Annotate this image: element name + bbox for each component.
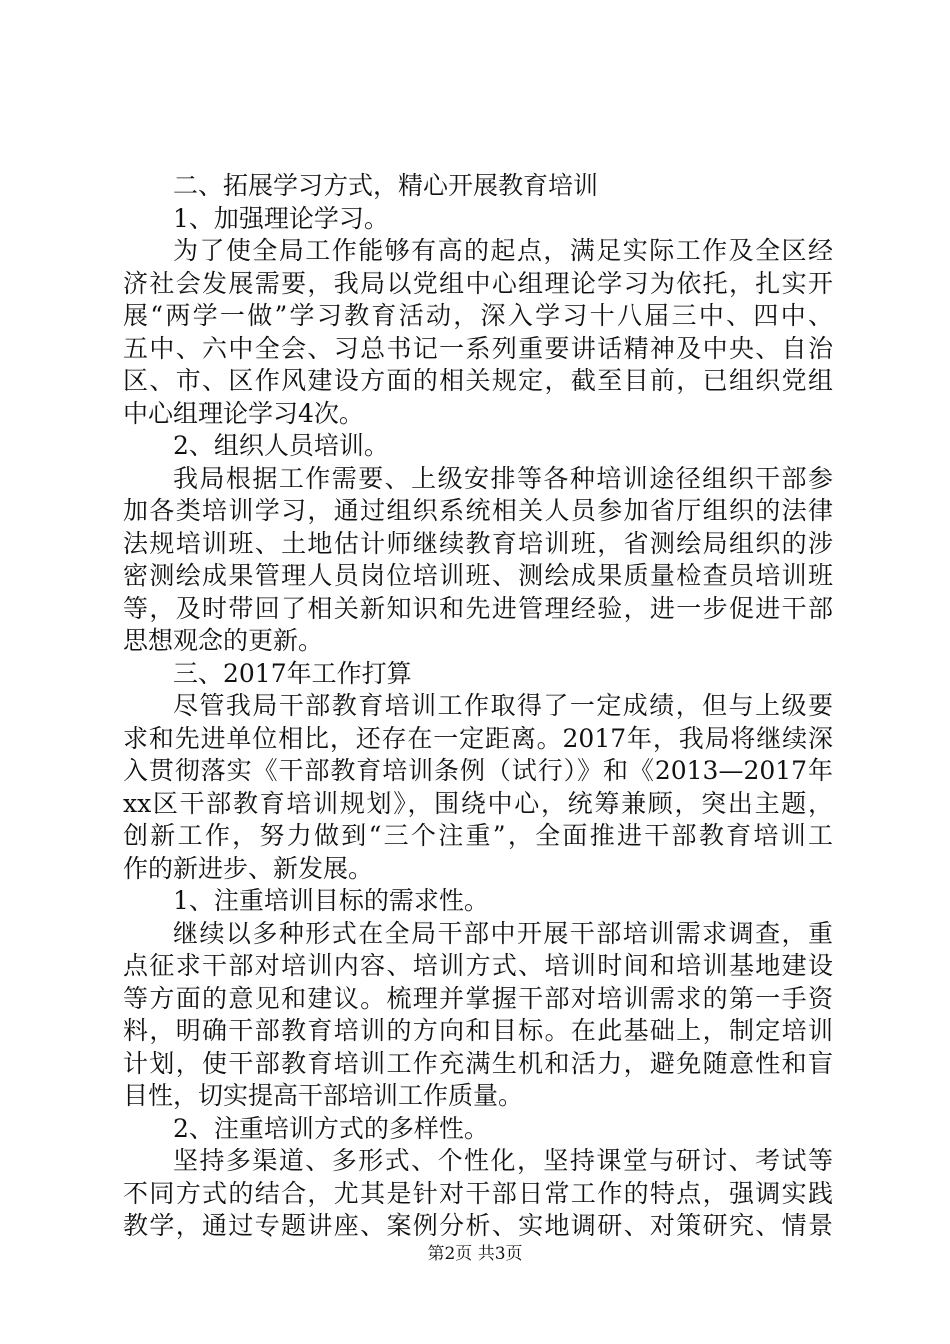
text-line: xx区干部教育培训规划》，围绕中心，统筹兼顾，突出主题， [123,788,833,818]
text-line: 1、注重培训目标的需求性。 [173,886,489,915]
text-line: 教学，通过专题讲座、案例分析、实地调研、对策研究、情景 [123,1211,833,1240]
text-line: 等方面的意见和建议。梳理并掌握干部对培训需求的第一手资 [123,983,833,1013]
text-line: 2、注重培训方式的多样性。 [173,1113,489,1143]
text-line: 二、拓展学习方式，精心开展教育培训 [173,171,599,200]
text-line: 等，及时带回了相关新知识和先进管理经验，进一步促进干部 [123,593,833,623]
text-line: 思想观念的更新。 [123,626,324,655]
document-body [123,170,833,1243]
text-line: 三、2017年工作打算 [173,658,412,688]
text-line: 不同方式的结合，尤其是针对干部日常工作的特点，强调实践 [123,1178,833,1208]
text-line: 创新工作，努力做到“三个注重”，全面推进干部教育培训工 [123,821,833,850]
text-line: 济社会发展需要，我局以党组中心组理论学习为依托，扎实开 [123,268,833,298]
text-line: 目性，切实提高干部培训工作质量。 [123,1081,524,1110]
text-line: 1、加强理论学习。 [173,203,389,233]
text-line: 法规培训班、土地估计师继续教育培训班，省测绘局组织的涉 [123,528,833,558]
text-line: 继续以多种形式在全局干部中开展干部培训需求调查，重 [173,918,833,948]
text-line: 入贯彻落实《干部教育培训条例（试行）》和《2013—2017年 [123,756,833,785]
text-line: 五中、六中全会、习总书记一系列重要讲话精神及中央、自治 [123,333,833,363]
text-line: 料，明确干部教育培训的方向和目标。在此基础上，制定培训 [123,1016,833,1045]
text-line: 展“两学一做”学习教育活动，深入学习十八届三中、四中、 [123,301,833,330]
text-line: 区、市、区作风建设方面的相关规定，截至目前，已组织党组 [123,366,833,395]
text-line: 坚持多渠道、多形式、个性化，坚持课堂与研讨、考试等 [173,1146,833,1175]
text-line: 密测绘成果管理人员岗位培训班、测绘成果质量检查员培训班 [123,561,833,590]
text-line: 尽管我局干部教育培训工作取得了一定成绩，但与上级要 [173,691,833,720]
text-line: 计划，使干部教育培训工作充满生机和活力，避免随意性和盲 [123,1048,833,1078]
text-line: 为了使全局工作能够有高的起点，满足实际工作及全区经 [173,236,833,265]
text-line: 点征求干部对培训内容、培训方式、培训时间和培训基地建设 [123,951,833,980]
page-number-footer: 第2页 共3页 [427,1244,523,1264]
text-line: 求和先进单位相比，还存在一定距离。2017年，我局将继续深 [123,723,833,753]
text-line: 加各类培训学习，通过组织系统相关人员参加省厅组织的法律 [123,496,833,525]
text-line: 我局根据工作需要、上级安排等各种培训途径组织干部参 [173,463,833,493]
text-line: 作的新进步、新发展。 [123,853,374,883]
text-line: 2、组织人员培训。 [173,431,389,460]
text-line: 中心组理论学习4次。 [123,398,364,428]
